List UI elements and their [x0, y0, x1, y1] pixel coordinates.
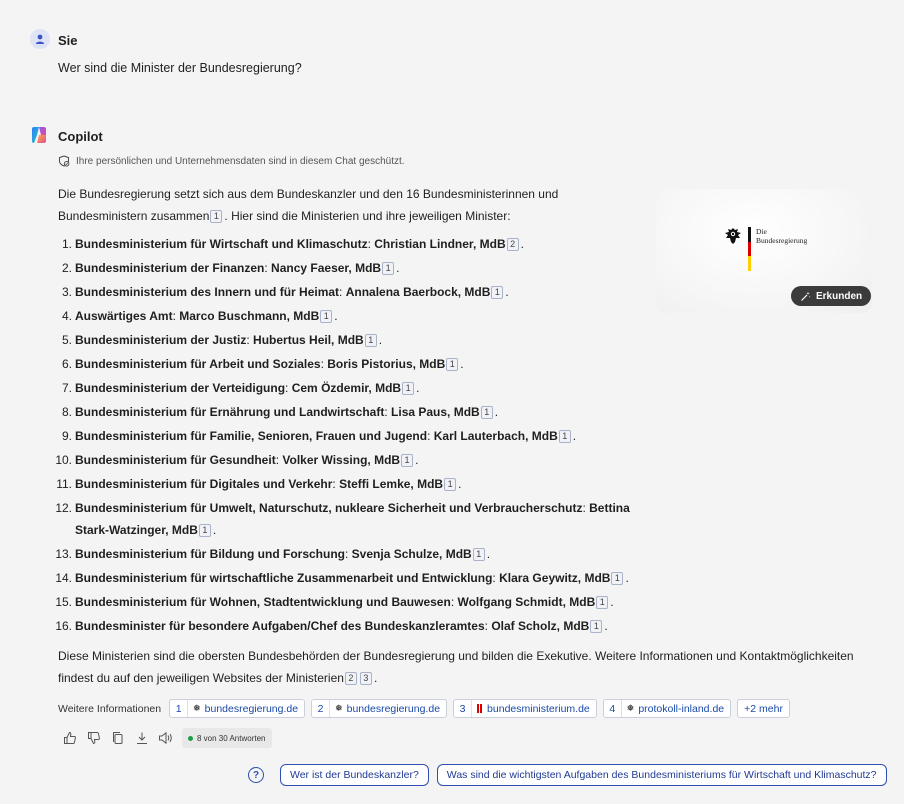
source-number: 4: [604, 700, 622, 717]
colon-separator: :: [367, 237, 375, 251]
colon-separator: :: [246, 333, 254, 347]
colon-separator: :: [332, 477, 340, 491]
suggestions-row: [248, 764, 887, 786]
citation-badge[interactable]: 1: [491, 286, 503, 299]
citation-badge[interactable]: 2: [345, 672, 357, 685]
citation-badge[interactable]: 1: [481, 406, 493, 419]
ministry-name: Bundesministerium für Bildung und Forschung: [75, 547, 345, 561]
list-number: 11.: [56, 477, 72, 491]
more-sources-button[interactable]: +2 mehr: [737, 699, 790, 718]
suggestion-chip[interactable]: Wer ist der Bundeskanzler?: [280, 764, 429, 786]
colon-separator: :: [345, 547, 352, 561]
source-domain: protokoll-inland.de: [638, 702, 725, 715]
list-number: 2.: [61, 261, 72, 275]
ministry-name: Bundesministerium für Gesundheit: [75, 453, 276, 467]
list-period: .: [415, 453, 419, 467]
thumbs-down-icon[interactable]: [86, 730, 102, 746]
minister-name: Volker Wissing, MdB: [282, 453, 401, 467]
ministers-list: [55, 233, 635, 639]
list-period: .: [520, 237, 524, 251]
outro-end: .: [373, 671, 378, 685]
response-counter-text: 8 von 30 Antworten: [197, 733, 266, 743]
intro-text-continued: . Hier sind die Ministerien und ihre jeweiligen Minister:: [224, 209, 511, 223]
shield-check-icon: [58, 155, 70, 167]
list-number: 3.: [61, 285, 72, 299]
colon-separator: :: [427, 429, 434, 443]
thumbs-up-icon[interactable]: [62, 730, 78, 746]
citation-badge[interactable]: 1: [611, 572, 623, 585]
list-period: .: [334, 309, 338, 323]
citation-badge[interactable]: 1: [402, 382, 414, 395]
list-number: 7.: [61, 381, 72, 395]
outro-text: Diese Ministerien sind die obersten Bundesbehörden der Bundesregierung und bilden die Exekutive. Weitere Informationen und Kontaktmöglichkeiten findest du auf den jeweiligen Websites der Ministerien: [58, 649, 854, 685]
list-period: .: [378, 333, 383, 347]
ministry-name: Bundesministerium der Verteidigung: [75, 381, 286, 395]
citation-badge[interactable]: 1: [320, 310, 332, 323]
copy-icon[interactable]: [110, 730, 126, 746]
status-dot: [188, 736, 193, 741]
citation-badge[interactable]: 1: [596, 596, 608, 609]
source-link[interactable]: [603, 699, 731, 718]
eagle-favicon-icon: ❅: [626, 703, 635, 713]
answer-outro: [58, 645, 858, 689]
answer-intro: [58, 183, 618, 227]
list-period: .: [486, 547, 491, 561]
minister-list-item: [61, 401, 635, 423]
list-period: .: [625, 571, 629, 585]
intro-text: Die Bundesregierung setzt sich aus dem Bundeskanzler und den 16 Bundesministerinnen und Bundesministern zusammen: [58, 187, 559, 223]
ministry-name: Bundesministerium für Digitales und Verkehr: [75, 477, 333, 491]
minister-list-item: [61, 257, 635, 279]
minister-name: Klara Geywitz, MdB: [499, 571, 611, 585]
minister-list-item: [55, 591, 635, 613]
colon-separator: :: [384, 405, 392, 419]
minister-list-item: [61, 329, 635, 351]
list-period: .: [396, 261, 400, 275]
learn-more-row: [58, 699, 790, 718]
list-period: .: [572, 429, 577, 443]
copilot-logo-icon: [29, 125, 49, 145]
minister-list-item: [61, 425, 635, 447]
citation-badge[interactable]: 1: [590, 620, 602, 633]
minister-name: Lisa Paus, MdB: [391, 405, 480, 419]
list-number: 14.: [55, 571, 72, 585]
list-period: .: [416, 381, 420, 395]
minister-name: Cem Özdemir, MdB: [291, 381, 402, 395]
ministry-name: Bundesministerium für wirtschaftliche Zusammenarbeit und Entwicklung: [75, 571, 493, 585]
minister-list-item: [55, 449, 635, 471]
explore-label: Erkunden: [816, 290, 863, 302]
copilot-name: Copilot: [58, 129, 103, 144]
list-period: .: [458, 477, 462, 491]
ministry-name: Bundesministerium des Innern und für Heimat: [75, 285, 340, 299]
logo-wordmark: [756, 227, 807, 245]
minister-list-item: [55, 543, 635, 565]
question-mark-icon[interactable]: ?: [248, 767, 264, 783]
ministry-name: Bundesministerium für Wohnen, Stadtentwicklung und Bauwesen: [75, 595, 451, 609]
minister-name: Wolfgang Schmidt, MdB: [457, 595, 596, 609]
minister-name: Bettina Stark-Watzinger, MdB: [75, 501, 630, 537]
minister-name: Steffi Lemke, MdB: [339, 477, 444, 491]
colon-separator: :: [492, 571, 500, 585]
ministry-name: Bundesministerium für Umwelt, Naturschutz, nukleare Sicherheit und Verbraucherschutz: [75, 501, 583, 515]
list-number: 9.: [61, 429, 72, 443]
download-icon[interactable]: [134, 730, 150, 746]
citation-badge[interactable]: 1: [473, 548, 485, 561]
colon-separator: :: [264, 261, 272, 275]
citation-badge[interactable]: 1: [382, 262, 394, 275]
citation-badge[interactable]: 1: [401, 454, 413, 467]
colon-separator: :: [484, 619, 492, 633]
list-number: 5.: [61, 333, 72, 347]
user-name: Sie: [58, 33, 78, 48]
citation-badge[interactable]: 2: [507, 238, 519, 251]
list-period: .: [494, 405, 499, 419]
source-link[interactable]: [169, 699, 305, 718]
eagle-favicon-icon: ❅: [335, 703, 343, 713]
citation-badge[interactable]: 1: [559, 430, 571, 443]
minister-name: Svenja Schulze, MdB: [351, 547, 472, 561]
data-protection-text: Ihre persönlichen und Unternehmensdaten sind in diesem Chat geschützt.: [76, 155, 405, 167]
ministry-name: Bundesministerium für Ernährung und Landwirtschaft: [75, 405, 385, 419]
minister-list-item: [61, 305, 635, 327]
source-link[interactable]: [453, 699, 597, 718]
list-period: .: [460, 357, 464, 371]
explore-button[interactable]: [791, 286, 871, 306]
ministry-name: Bundesministerium für Familie, Senioren, Frauen und Jugend: [75, 429, 428, 443]
minister-name: Boris Pistorius, MdB: [327, 357, 446, 371]
source-domain: bundesregierung.de: [204, 702, 299, 715]
person-icon: [34, 33, 46, 45]
minister-name: Christian Lindner, MdB: [374, 237, 506, 251]
ministry-name: Bundesminister für besondere Aufgaben/Chef des Bundeskanzleramtes: [75, 619, 485, 633]
minister-list-item: [61, 233, 635, 255]
data-protection-notice: [58, 155, 405, 167]
response-actions: [62, 728, 272, 748]
citation-badge[interactable]: 1: [210, 210, 222, 223]
citation-badge[interactable]: 3: [360, 672, 372, 685]
source-number: 2: [312, 700, 330, 717]
response-counter: [182, 728, 272, 748]
minister-list-item: [61, 281, 635, 303]
logo-line-die: Die: [756, 227, 767, 236]
list-number: 1.: [61, 237, 72, 251]
suggestion-chip[interactable]: Was sind die wichtigsten Aufgaben des Bundesministeriums für Wirtschaft und Klimaschutz?: [437, 764, 887, 786]
list-number: 13.: [55, 547, 72, 561]
ministry-name: Bundesministerium der Finanzen: [75, 261, 265, 275]
ministry-name: Bundesministerium der Justiz: [75, 333, 247, 347]
list-number: 6.: [61, 357, 72, 371]
federal-eagle-icon: [724, 227, 742, 245]
colon-separator: :: [285, 381, 292, 395]
minister-name: Olaf Scholz, MdB: [491, 619, 590, 633]
source-link[interactable]: [311, 699, 447, 718]
minister-name: Annalena Baerbock, MdB: [345, 285, 491, 299]
list-period: .: [505, 285, 509, 299]
bundesregierung-logo: [724, 227, 807, 271]
minister-list-item: [56, 473, 635, 495]
colon-separator: :: [275, 453, 283, 467]
minister-list-item: [55, 567, 635, 589]
source-domain: bundesministerium.de: [487, 702, 590, 715]
minister-list-item: [55, 615, 635, 637]
speaker-icon[interactable]: [158, 730, 174, 746]
list-number: 10.: [55, 453, 72, 467]
eagle-favicon-icon: ❅: [193, 703, 201, 713]
citation-badge[interactable]: 1: [444, 478, 456, 491]
list-period: .: [604, 619, 608, 633]
ministry-name: Bundesministerium für Wirtschaft und Klimaschutz: [75, 237, 368, 251]
minister-name: Nancy Faeser, MdB: [271, 261, 382, 275]
list-number: 15.: [55, 595, 72, 609]
minister-name: Karl Lauterbach, MdB: [433, 429, 558, 443]
list-period: .: [610, 595, 614, 609]
ministry-name: Bundesministerium für Arbeit und Soziales: [75, 357, 321, 371]
colon-separator: :: [339, 285, 346, 299]
source-number: 1: [170, 700, 188, 717]
colon-separator: :: [320, 357, 328, 371]
citation-badge[interactable]: 1: [446, 358, 458, 371]
user-avatar: [30, 29, 50, 49]
citation-badge[interactable]: 1: [199, 524, 211, 537]
minister-list-item: [55, 497, 635, 541]
list-number: 12.: [55, 501, 72, 515]
colon-separator: :: [582, 501, 590, 515]
minister-name: Hubertus Heil, MdB: [253, 333, 364, 347]
flag-favicon-icon: [477, 704, 482, 713]
source-number: 3: [454, 700, 472, 717]
list-number: 8.: [61, 405, 72, 419]
german-flag-bar: [748, 227, 751, 271]
list-number: 4.: [61, 309, 72, 323]
list-number: 16.: [55, 619, 72, 633]
minister-list-item: [61, 353, 635, 375]
source-domain: bundesregierung.de: [346, 702, 441, 715]
minister-list-item: [61, 377, 635, 399]
colon-separator: :: [450, 595, 458, 609]
user-message: Wer sind die Minister der Bundesregierung?: [58, 61, 302, 75]
colon-separator: :: [172, 309, 180, 323]
citation-badge[interactable]: 1: [365, 334, 377, 347]
minister-name: Marco Buschmann, MdB: [179, 309, 320, 323]
ministry-name: Auswärtiges Amt: [75, 309, 173, 323]
list-period: .: [212, 523, 217, 537]
learn-more-label: Weitere Informationen: [58, 702, 162, 715]
logo-line-bundesregierung: Bundesregierung: [756, 236, 808, 245]
magic-wand-icon: [800, 291, 811, 302]
